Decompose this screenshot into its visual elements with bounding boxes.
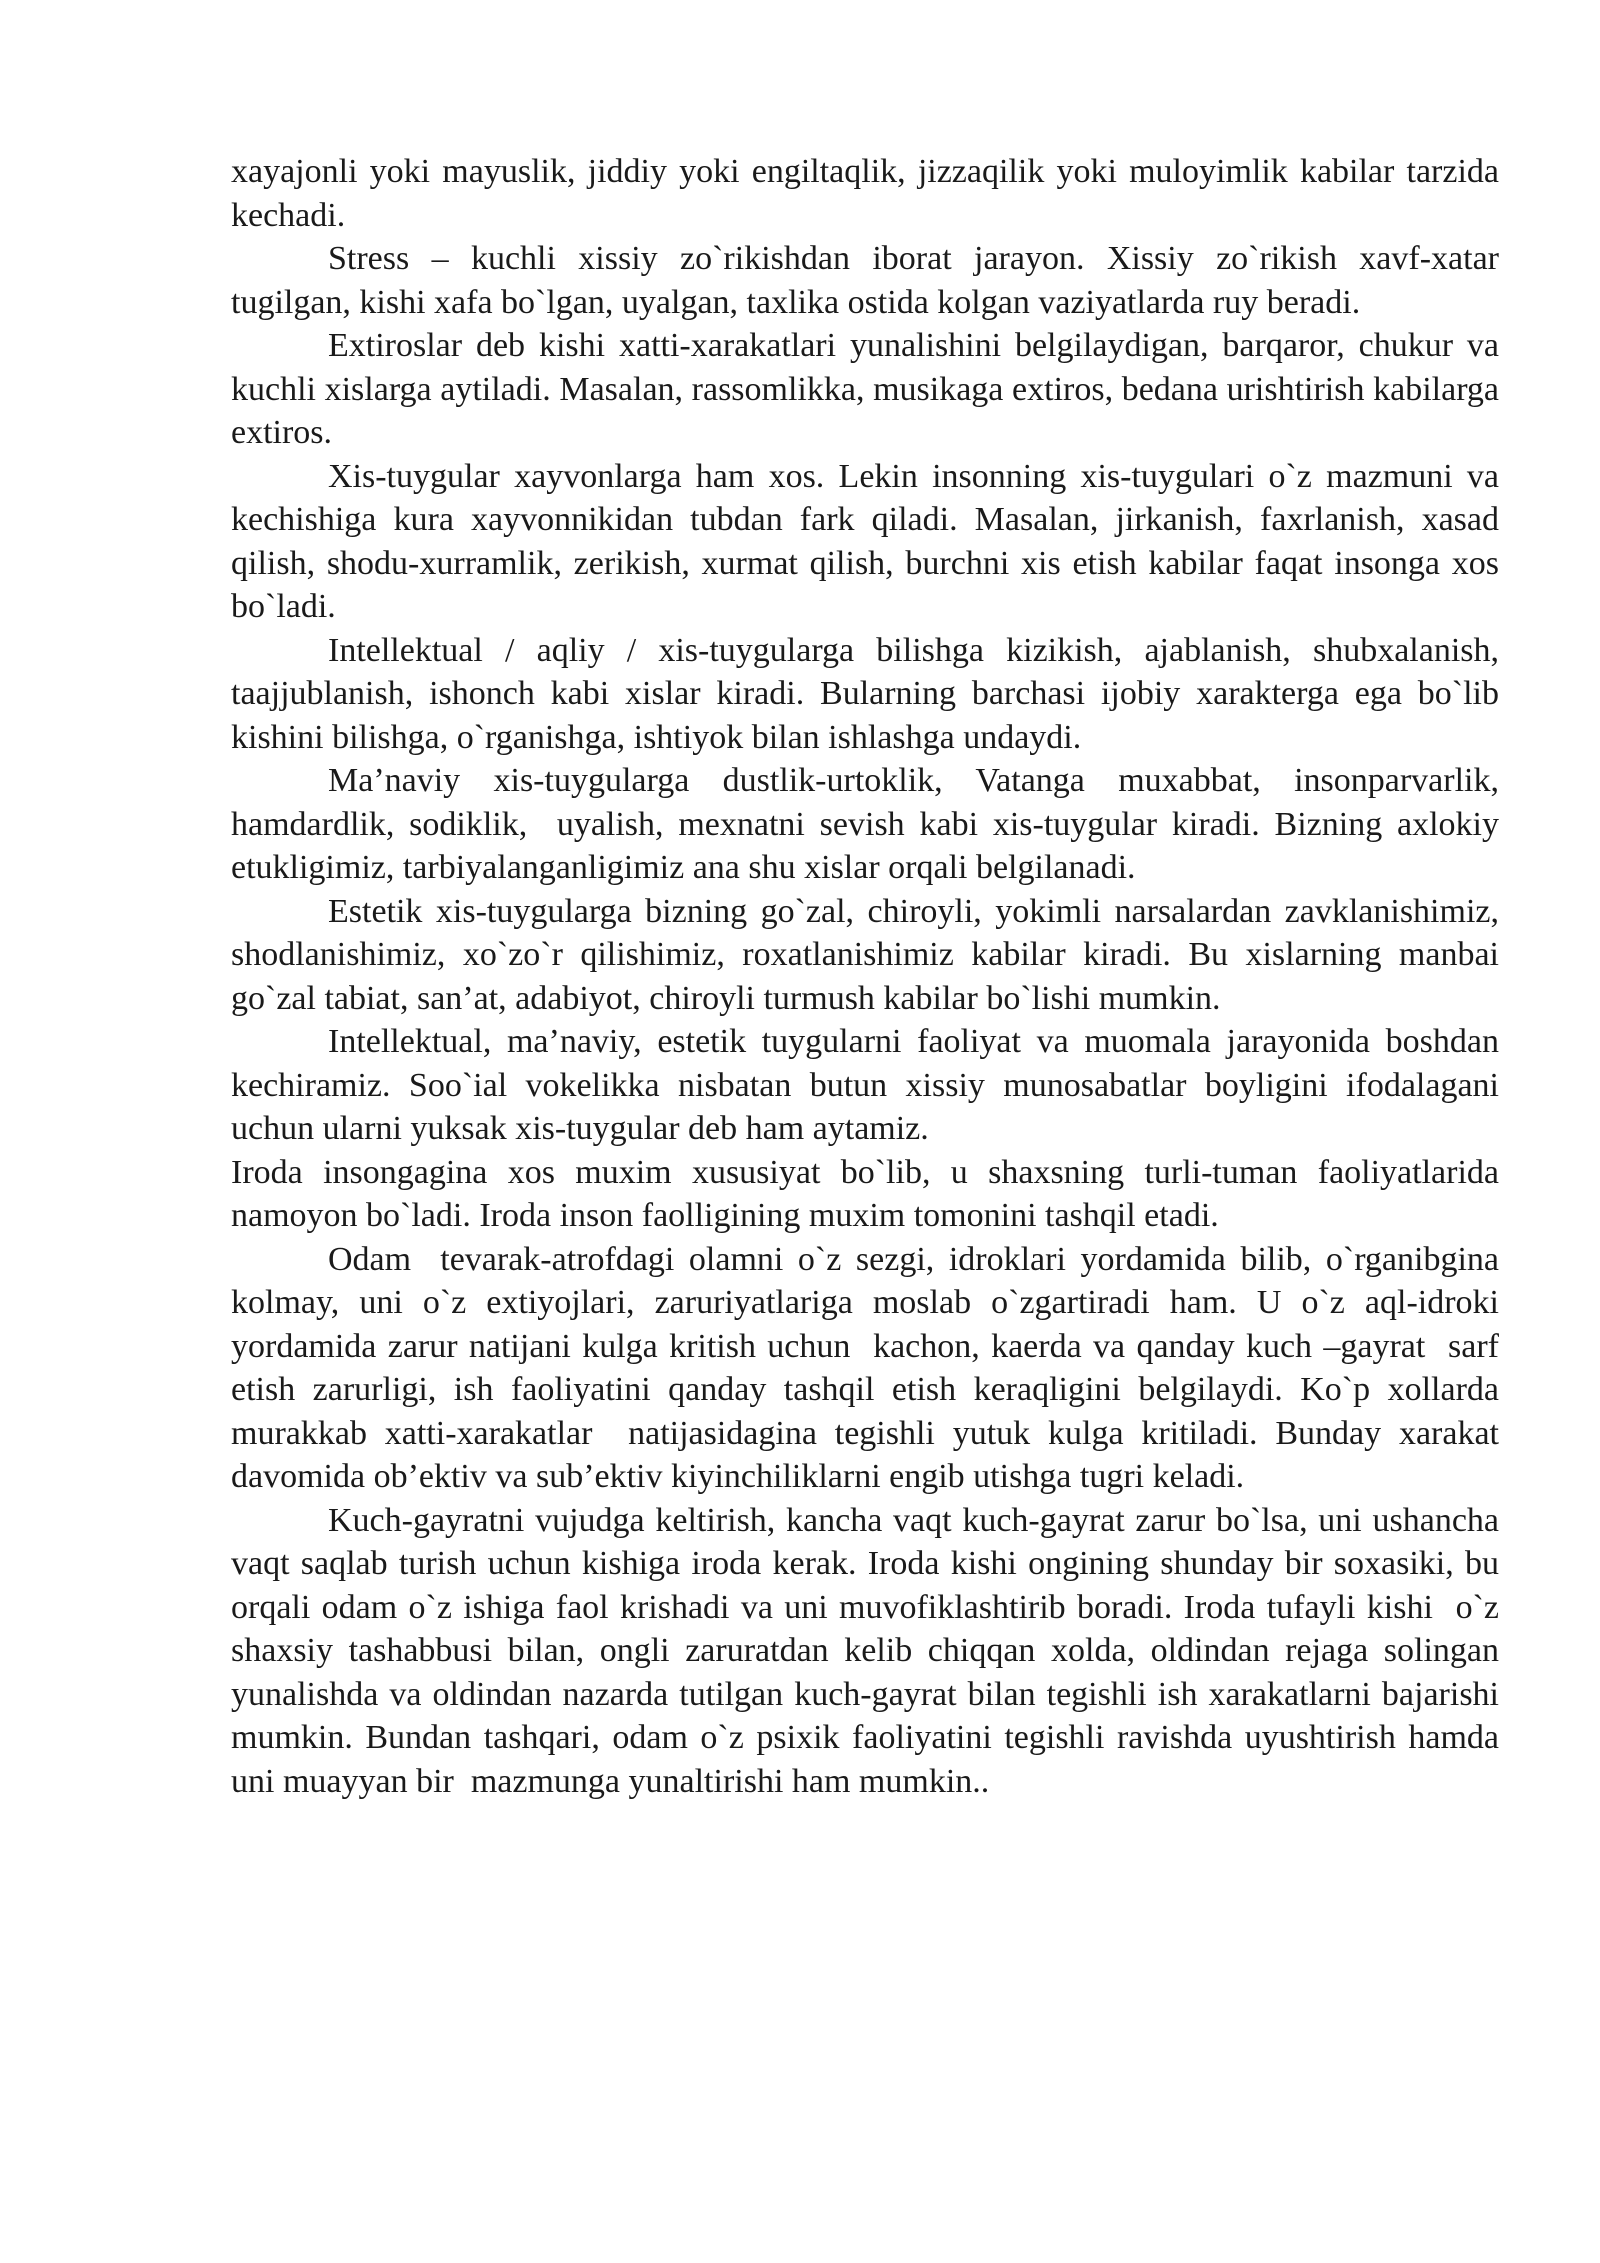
paragraph-9: Iroda insongagina xos muxim xususiyat bo`lib, u shaxsning turli-tuman faoliyatlarida namoyon bo`ladi. Iroda inson faolligining muxim tomonini tashqil etadi. <box>231 1153 1508 1234</box>
paragraph-11: Kuch-gayratni vujudga keltirish, kancha vaqt kuch-gayrat zarur bo`lsa, uni ushancha vaqt saqlab turish uchun kishiga iroda kerak. Iroda kishi ongining shunday bir soxasiki, bu orqali odam o`z ishiga faol krishadi va uni muvofiklashtirib boradi. Iroda tufayli kishi o`z shaxsiy tashabbusi bilan, ongli zaruratdan kelib chiqqan xolda, oldindan rejaga solingan yunalishda va oldindan nazarda tutilgan kuch-gayrat bilan tegishli ish xarakatlarni bajarishi mumkin. Bundan tashqari, odam o`z psixik faoliyatini tegishli ravishda uyushtirish hamda uni muayyan bir mazmunga yunaltirishi ham mumkin.. <box>231 1501 1508 1800</box>
paragraph-4: Xis-tuygular xayvonlarga ham xos. Lekin insonning xis-tuygulari o`z mazmuni va kechishiga kura xayvonnikidan tubdan fark qiladi. Masalan, jirkanish, faxrlanish, xasad qilish, shodu-xurramlik, zerikish, xurmat qilish, burchni xis etish kabilar faqat insonga xos bo`ladi. <box>231 457 1508 625</box>
paragraph-2: Stress – kuchli xissiy zo`rikishdan iborat jarayon. Xissiy zo`rikish xavf-xatar tugilgan, kishi xafa bo`lgan, uyalgan, taxlika ostida kolgan vaziyatlarda ruy beradi. <box>231 240 1508 321</box>
paragraph-6: Ma’naviy xis-tuygularga dustlik-urtoklik, Vatanga muxabbat, insonparvarlik, hamdardlik, sodiklik, uyalish, mexnatni sevish kabi xis-tuygular kiradi. Bizning axlokiy etukligimiz, tarbiyalanganligimiz ana shu xislar orqali belgilanadi. <box>231 762 1508 886</box>
paragraph-8: Intellektual, ma’naviy, estetik tuygularni faoliyat va muomala jarayonida boshdan kechiramiz. Soo`ial vokelikka nisbatan butun xissiy munosabatlar boyligini ifodalagani uchun ularni yuksak xis-tuygular deb ham aytamiz. <box>231 1023 1508 1147</box>
paragraph-3: Extiroslar deb kishi xatti-xarakatlari yunalishini belgilaydigan, barqaror, chukur va kuchli xislarga aytiladi. Masalan, rassomlikka, musikaga extiros, bedana urishtirish kabilarga extiros. <box>231 327 1508 451</box>
document-body <box>231 150 1508 1803</box>
paragraph-7: Estetik xis-tuygularga bizning go`zal, chiroyli, yokimli narsalardan zavklanishimiz, shodlanishimiz, xo`zo`r qilishimiz, roxatlanishimiz kabilar kiradi. Bu xislarning manbai go`zal tabiat, san’at, adabiyot, chiroyli turmush kabilar bo`lishi mumkin. <box>231 892 1508 1017</box>
paragraph-5: Intellektual / aqliy / xis-tuygularga bilishga kizikish, ajablanish, shubxalanish, taajjublanish, ishonch kabi xislar kiradi. Bularning barchasi ijobiy xarakterga ega bo`lib kishini bilishga, o`rganishga, ishtiyok bilan ishlashga undaydi. <box>231 631 1508 756</box>
paragraph-1: xayajonli yoki mayuslik, jiddiy yoki engiltaqlik, jizzaqilik yoki muloyimlik kabilar tarzida kechadi. <box>231 153 1508 234</box>
paragraph-10: Odam tevarak-atrofdagi olamni o`z sezgi, idroklari yordamida bilib, o`rganibgina kolmay, uni o`z extiyojlari, zaruriyatlariga moslab o`zgartiradi ham. U o`z aql-idroki yordamida zarur natijani kulga kritish uchun kachon, kaerda va qanday kuch –gayrat sarf etish zarurligi, ish faoliyatini qanday tashqil etish keraqligini belgilaydi. Ko`p xollarda murakkab xatti-xarakatlar natijasidagina tegishli yutuk kulga kritiladi. Bunday xarakat davomida ob’ektiv va sub’ektiv kiyinchiliklarni engib utishga tugri keladi. <box>231 1240 1508 1495</box>
